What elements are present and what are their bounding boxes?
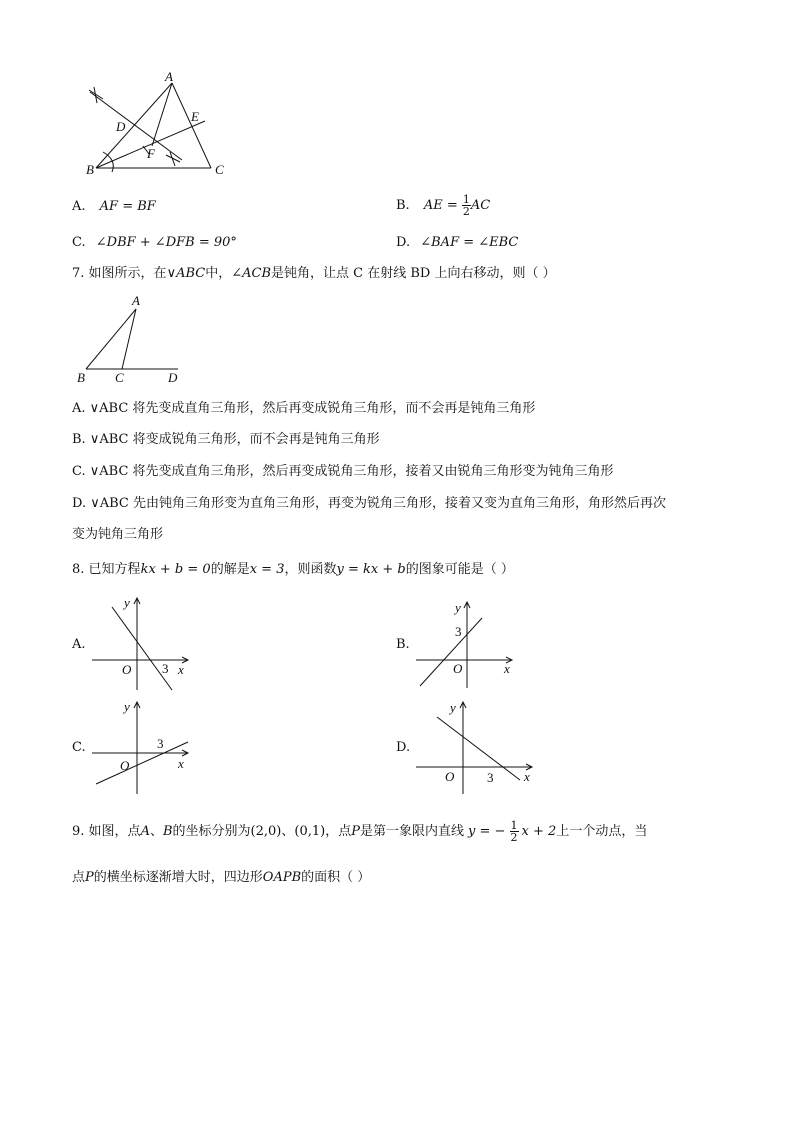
graph-c-origin-label: O bbox=[120, 758, 130, 773]
stem-text: ，点 bbox=[325, 824, 352, 839]
stem-text: 如图所示，在 bbox=[88, 266, 167, 281]
stem-text: 上一个动点，当 bbox=[556, 824, 648, 839]
stem-text: ，则函数 bbox=[284, 562, 337, 577]
graph-a-x-label: x bbox=[178, 662, 184, 677]
label-d: D bbox=[116, 119, 126, 134]
point-b: B bbox=[162, 824, 173, 839]
label-f: F bbox=[147, 146, 155, 161]
option-expression: ∠DBF + ∠DFB = 90° bbox=[95, 235, 237, 250]
coordinate-b: (0,1) bbox=[294, 824, 326, 839]
equation: kx + b = 0 bbox=[140, 562, 211, 577]
graph-c-tick-3: 3 bbox=[157, 736, 164, 751]
option-letter: A. bbox=[72, 199, 86, 214]
function: y = kx + b bbox=[336, 562, 406, 577]
graph-b-line bbox=[420, 618, 482, 686]
label-c: C bbox=[115, 370, 124, 385]
fraction-numerator: 1 bbox=[510, 819, 518, 832]
stem-text: 如图，点 bbox=[88, 824, 141, 839]
q7-option-d-continued: 变为钝角三角形 bbox=[72, 527, 164, 542]
stem-text: 的横坐标逐渐增大时，四边形 bbox=[93, 870, 263, 885]
question-number: 8. bbox=[72, 562, 85, 577]
triangle-name: ∨ABC bbox=[166, 266, 206, 281]
graph-b-x-label: x bbox=[504, 661, 510, 676]
point-a: A bbox=[140, 824, 150, 839]
line-lhs: y = − bbox=[468, 824, 506, 839]
graph-a-y-label: y bbox=[124, 595, 130, 610]
fraction-numerator: 1 bbox=[462, 193, 470, 206]
label-a: A bbox=[165, 69, 173, 84]
graph-b-y-label: y bbox=[455, 600, 461, 615]
q8-option-b-letter[interactable]: B. bbox=[396, 637, 410, 652]
q7-option-b[interactable]: B. ∨ABC 将变成锐角三角形，而不会再是钝角三角形 bbox=[72, 432, 380, 447]
option-lhs: AE = bbox=[423, 198, 458, 213]
option-rhs: AC bbox=[470, 198, 491, 213]
q8-option-d-letter[interactable]: D. bbox=[396, 740, 411, 755]
stem-text: 的解是 bbox=[210, 562, 250, 577]
graph-d-tick-3: 3 bbox=[487, 770, 494, 785]
label-b: B bbox=[86, 162, 94, 177]
stem-text: 是第一象限内直线 bbox=[359, 824, 464, 839]
graph-d-x-label: x bbox=[524, 769, 530, 784]
question-number: 7. bbox=[72, 266, 85, 281]
graph-c-y-label: y bbox=[124, 699, 130, 714]
fraction-denominator: 2 bbox=[510, 831, 518, 844]
stem-text: 的坐标分别为 bbox=[172, 824, 251, 839]
graph-b-tick-3: 3 bbox=[455, 624, 462, 639]
label-b: B bbox=[77, 370, 85, 385]
label-e: E bbox=[191, 109, 199, 124]
q9-stem-line1 bbox=[72, 815, 647, 849]
solution: x = 3 bbox=[249, 562, 285, 577]
label-a: A bbox=[132, 293, 140, 308]
stem-text: 的面积（ ） bbox=[301, 870, 371, 885]
fraction-denominator: 2 bbox=[462, 205, 470, 218]
q7-option-d[interactable]: D. ∨ABC 先由钝角三角形变为直角三角形，再变为锐角三角形，接着又变为直角三角形，角形然后再次 bbox=[72, 496, 667, 511]
q8-option-a-letter[interactable]: A. bbox=[72, 637, 86, 652]
option-letter: C. bbox=[72, 235, 86, 250]
quadrilateral-name: OAPB bbox=[262, 870, 302, 885]
line-rhs: x + 2 bbox=[521, 824, 557, 839]
stem-text: 是钝角，让点 C 在射线 BD 上向右移动，则（ ） bbox=[271, 266, 556, 281]
graph-b-origin-label: O bbox=[453, 661, 463, 676]
option-expression: AF = BF bbox=[99, 199, 156, 214]
option-expression: ∠BAF = ∠EBC bbox=[420, 235, 519, 250]
point-p: P bbox=[351, 824, 360, 839]
stem-text: 、 bbox=[149, 824, 163, 839]
coordinate-a: (2,0) bbox=[250, 824, 282, 839]
stem-text: 点 bbox=[72, 870, 86, 885]
graph-d-y-label: y bbox=[450, 700, 456, 715]
stem-text: 已知方程 bbox=[88, 562, 141, 577]
q8-option-c-letter[interactable]: C. bbox=[72, 740, 86, 755]
option-letter: D. bbox=[396, 235, 411, 250]
graph-d-origin-label: O bbox=[445, 769, 455, 784]
label-c: C bbox=[215, 162, 224, 177]
fraction bbox=[510, 820, 519, 843]
graph-c-line bbox=[96, 742, 188, 784]
graph-a-origin-label: O bbox=[122, 662, 132, 677]
q7-option-c[interactable]: C. ∨ABC 将先变成直角三角形，然后再变成锐角三角形，接着又由锐角三角形变为钝角三角形 bbox=[72, 464, 614, 479]
graph-a-tick-3: 3 bbox=[162, 661, 169, 676]
graph-c-x-label: x bbox=[178, 756, 184, 771]
stem-text: 中， bbox=[205, 266, 232, 281]
q9-stem-line2 bbox=[72, 870, 370, 886]
point-p: P bbox=[85, 870, 94, 885]
stem-text: 、 bbox=[281, 824, 295, 839]
question-number: 9. bbox=[72, 824, 85, 839]
label-d: D bbox=[168, 370, 178, 385]
graph-a-line bbox=[112, 607, 172, 690]
q7-option-a[interactable]: A. ∨ABC 将先变成直角三角形，然后再变成锐角三角形，而不会再是钝角三角形 bbox=[72, 401, 536, 416]
stem-text: 的图象可能是（ ） bbox=[405, 562, 514, 577]
option-letter: B. bbox=[396, 198, 410, 213]
angle-name: ∠ACB bbox=[231, 266, 272, 281]
